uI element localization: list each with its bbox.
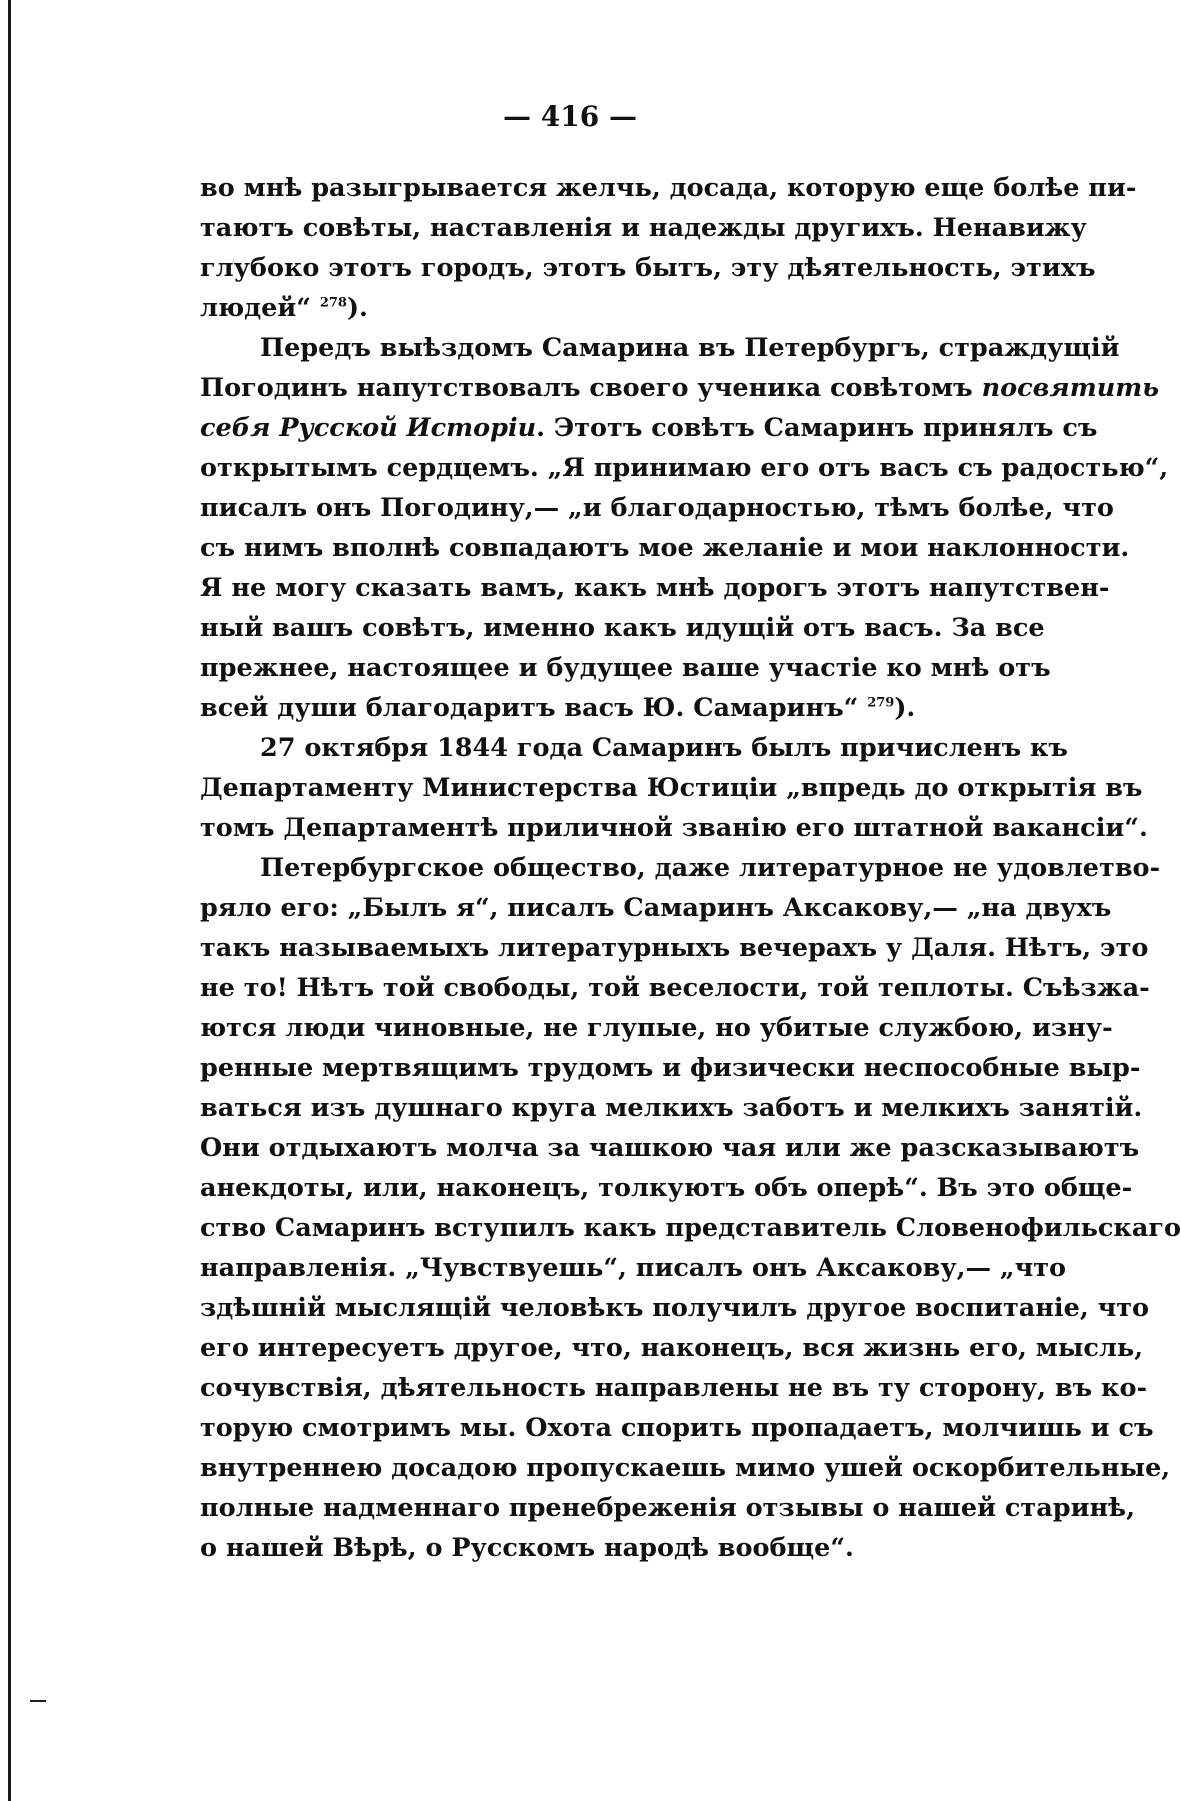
left-margin-rule — [8, 0, 11, 1801]
text-line: писалъ онъ Погодину,— „и благодарностью, тѣмъ болѣе, что — [200, 493, 1114, 523]
text-line: внутреннею досадою пропускаешь мимо ушей оскорбительные, — [200, 1453, 1171, 1483]
text-line: здѣшній мыслящій человѣкъ получилъ другое воспитаніе, что — [200, 1293, 1150, 1323]
text-line: съ нимъ вполнѣ совпадаютъ мое желаніе и мои наклонности. — [200, 533, 1130, 563]
text-line — [200, 368, 1160, 408]
footnote-ref: 279 — [867, 695, 895, 711]
text-line: открытымъ сердцемъ. „Я принимаю его отъ васъ съ радостью“, — [200, 453, 1169, 483]
text-line: таютъ совѣты, наставленія и надежды другихъ. Ненавижу — [200, 213, 1087, 243]
footnote-close: ). — [346, 293, 368, 323]
text-line: Я не могу сказать вамъ, какъ мнѣ дорогъ этотъ напутствен- — [200, 573, 1110, 603]
body-text — [200, 168, 1181, 1568]
text-line: Передъ выѣздомъ Самарина въ Петербургъ, страждущій — [260, 333, 1120, 363]
text-line: ренные мертвящимъ трудомъ и физически неспособные выр- — [200, 1053, 1141, 1083]
text-segment: . Этотъ совѣтъ Самаринъ принялъ съ — [536, 413, 1098, 443]
text-line: анекдоты, или, наконецъ, толкуютъ объ оперѣ“. Въ это обще- — [200, 1173, 1133, 1203]
text-line: 27 октября 1844 года Самаринъ былъ причисленъ къ — [260, 733, 1068, 763]
text-line: во мнѣ разыгрывается желчь, досада, которую еще болѣе пи- — [200, 173, 1137, 203]
text-line: полные надменнаго пренебреженія отзывы о нашей старинѣ, — [200, 1493, 1135, 1523]
text-line: ный вашъ совѣтъ, именно какъ идущій отъ васъ. За все — [200, 613, 1045, 643]
text-line: не то! Нѣтъ той свободы, той веселости, той теплоты. Съѣзжа- — [200, 973, 1150, 1003]
text-line — [200, 288, 1030, 328]
text-line: ются люди чиновные, не глупые, но убитые службою, изну- — [200, 1013, 1113, 1043]
text-line: ство Самаринъ вступилъ какъ представитель Словенофильскаго — [200, 1213, 1181, 1243]
text-line: Петербургское общество, даже литературное не удовлетво- — [260, 853, 1161, 883]
text-segment: всей души благодаритъ васъ Ю. Самаринъ“ — [200, 693, 868, 723]
text-line: Департаменту Министерства Юстиціи „впредь до открытія въ — [200, 773, 1143, 803]
text-line: томъ Департаментѣ приличной званію его штатной вакансіи“. — [200, 813, 1148, 843]
text-line: его интересуетъ другое, что, наконецъ, вся жизнь его, мысль, — [200, 1333, 1144, 1363]
italic-phrase: посвятить — [981, 373, 1160, 403]
footnote-ref: 278 — [319, 295, 347, 311]
footnote-close: ). — [894, 693, 916, 723]
page-number: — 416 — — [503, 100, 637, 133]
text-segment: людей“ — [200, 293, 320, 323]
text-line: сочувствія, дѣятельность направлены не въ ту сторону, въ ко- — [200, 1373, 1148, 1403]
text-line: такъ называемыхъ литературныхъ вечерахъ у Даля. Нѣтъ, это — [200, 933, 1149, 963]
text-segment: Погодинъ напутствовалъ своего ученика совѣтомъ — [200, 373, 982, 403]
text-line: ряло его: „Былъ я“, писалъ Самаринъ Аксакову,— „на двухъ — [200, 893, 1112, 923]
text-line: торую смотримъ мы. Охота спорить пропадаетъ, молчишь и съ — [200, 1413, 1154, 1443]
text-line: Они отдыхаютъ молча за чашкою чая или же разсказываютъ — [200, 1133, 1140, 1163]
text-line — [200, 408, 1098, 448]
text-line: прежнее, настоящее и будущее ваше участіе ко мнѣ отъ — [200, 653, 1051, 683]
text-line — [200, 688, 1030, 728]
text-line: направленія. „Чувствуешь“, писалъ онъ Аксакову,— „что — [200, 1253, 1067, 1283]
text-line: глубоко этотъ городъ, этотъ бытъ, эту дѣятельность, этихъ — [200, 253, 1096, 283]
text-line: о нашей Вѣрѣ, о Русскомъ народѣ вообще“. — [200, 1533, 854, 1563]
margin-mark — [30, 1700, 46, 1702]
text-line: ваться изъ душнаго круга мелкихъ заботъ и мелкихъ занятій. — [200, 1093, 1143, 1123]
italic-phrase: себя Русской Исторіи — [200, 413, 537, 443]
